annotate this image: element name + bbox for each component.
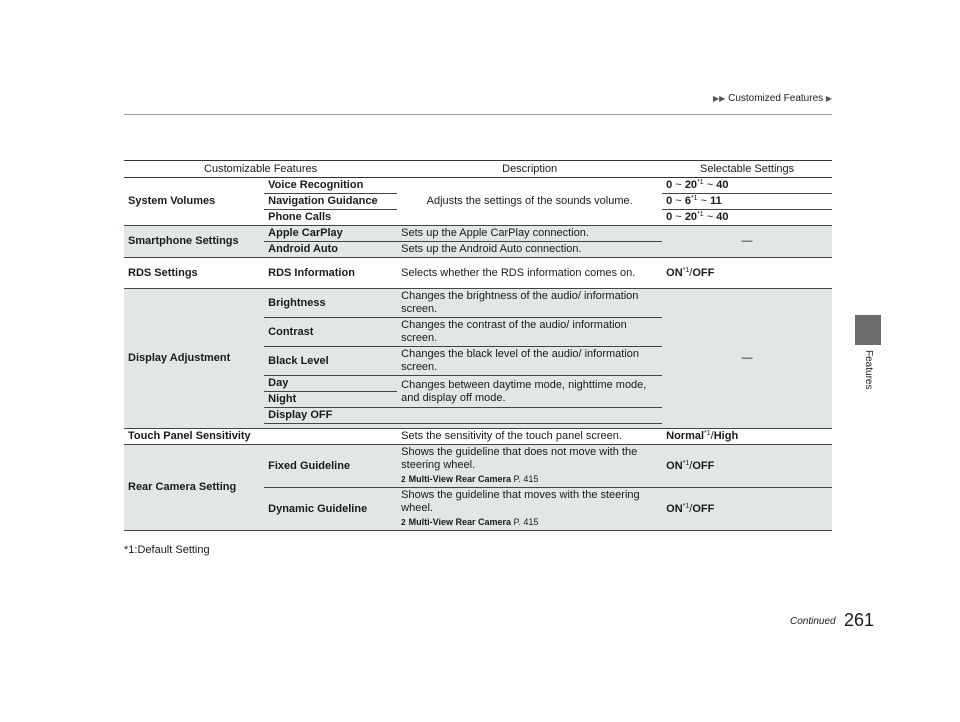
description-touch-panel: Sets the sensitivity of the touch panel screen. — [397, 429, 662, 445]
reference-arrow-icon: 2 — [401, 518, 406, 527]
setting-voice-recognition: 0 ~ 20$^{*1}$ ~ 40 — [662, 178, 832, 194]
continued-label: Continued — [790, 616, 836, 627]
setting-navigation-guidance: 0 ~ 6$^{*1}$ ~ 11 — [662, 194, 832, 210]
feature-day: Day — [264, 376, 397, 392]
table-row — [124, 289, 832, 318]
table-row — [124, 445, 832, 488]
page-number: 261 — [844, 610, 875, 630]
description-android-auto: Sets up the Android Auto connection. — [397, 242, 662, 258]
description-rds-information: Selects whether the RDS information comes on. — [397, 258, 662, 289]
setting-fixed-guideline: ON$^{*1}$/OFF — [662, 445, 832, 488]
group-display-adjustment: Display Adjustment — [124, 289, 264, 429]
group-touch-panel-sensitivity: Touch Panel Sensitivity — [124, 429, 397, 445]
description-display-off-empty — [397, 408, 662, 424]
cross-reference-link[interactable]: 2 Multi-View Rear Camera P. 415 — [401, 474, 539, 484]
description-display-mode: Changes between daytime mode, nighttime mode, and display off mode. — [397, 376, 662, 408]
cross-reference-link[interactable]: 2 Multi-View Rear Camera P. 415 — [401, 517, 539, 527]
header-description: Description — [397, 161, 662, 178]
description-dynamic-guideline — [397, 488, 662, 531]
setting-dynamic-guideline: ON$^{*1}$/OFF — [662, 488, 832, 531]
table-row — [124, 429, 832, 445]
group-smartphone-settings: Smartphone Settings — [124, 226, 264, 258]
feature-black-level: Black Level — [264, 347, 397, 376]
customizable-features-table — [124, 160, 832, 531]
feature-dynamic-guideline: Dynamic Guideline — [264, 488, 397, 531]
breadcrumb-arrow-icon: ▶ — [825, 94, 833, 103]
feature-contrast: Contrast — [264, 318, 397, 347]
breadcrumb-title[interactable]: Customized Features — [728, 93, 824, 104]
reference-arrow-icon: 2 — [401, 475, 406, 484]
group-rds-settings: RDS Settings — [124, 258, 264, 289]
header-customizable-features: Customizable Features — [124, 161, 397, 178]
table-row — [124, 226, 832, 242]
feature-fixed-guideline: Fixed Guideline — [264, 445, 397, 488]
feature-apple-carplay: Apple CarPlay — [264, 226, 397, 242]
setting-smartphone: — — [662, 226, 832, 258]
description-text: Shows the guideline that does not move with the steering wheel. — [401, 446, 638, 471]
description-fixed-guideline — [397, 445, 662, 488]
breadcrumb-arrows-icon: ▶▶ — [713, 94, 726, 103]
setting-display-adjustment: — — [662, 289, 832, 429]
breadcrumb — [713, 93, 832, 104]
description-apple-carplay: Sets up the Apple CarPlay connection. — [397, 226, 662, 242]
footnote-default-setting: *1:Default Setting — [124, 544, 210, 556]
feature-voice-recognition: Voice Recognition — [264, 178, 397, 194]
group-system-volumes: System Volumes — [124, 178, 264, 226]
description-black-level: Changes the black level of the audio/ information screen. — [397, 347, 662, 376]
description-brightness: Changes the brightness of the audio/ information screen. — [397, 289, 662, 318]
section-tab-label: Features — [863, 350, 874, 390]
table-row — [124, 258, 832, 289]
description-contrast: Changes the contrast of the audio/ information screen. — [397, 318, 662, 347]
group-rear-camera-setting: Rear Camera Setting — [124, 445, 264, 531]
feature-brightness: Brightness — [264, 289, 397, 318]
setting-touch-panel: Normal$^{*1}$/High — [662, 429, 832, 445]
section-tab-marker — [855, 315, 881, 345]
header-selectable-settings: Selectable Settings — [662, 161, 832, 178]
feature-phone-calls: Phone Calls — [264, 210, 397, 226]
table-header-row — [124, 161, 832, 178]
feature-display-off: Display OFF — [264, 408, 397, 424]
table-row — [124, 178, 832, 194]
feature-android-auto: Android Auto — [264, 242, 397, 258]
description-system-volumes: Adjusts the settings of the sounds volume. — [397, 178, 662, 226]
setting-phone-calls: 0 ~ 20$^{*1}$ ~ 40 — [662, 210, 832, 226]
header-rule — [124, 114, 832, 115]
setting-rds-information: ON$^{*1}$/OFF — [662, 258, 832, 289]
feature-rds-information: RDS Information — [264, 258, 397, 289]
feature-night: Night — [264, 392, 397, 408]
feature-navigation-guidance: Navigation Guidance — [264, 194, 397, 210]
description-text: Shows the guideline that moves with the steering wheel. — [401, 489, 640, 514]
